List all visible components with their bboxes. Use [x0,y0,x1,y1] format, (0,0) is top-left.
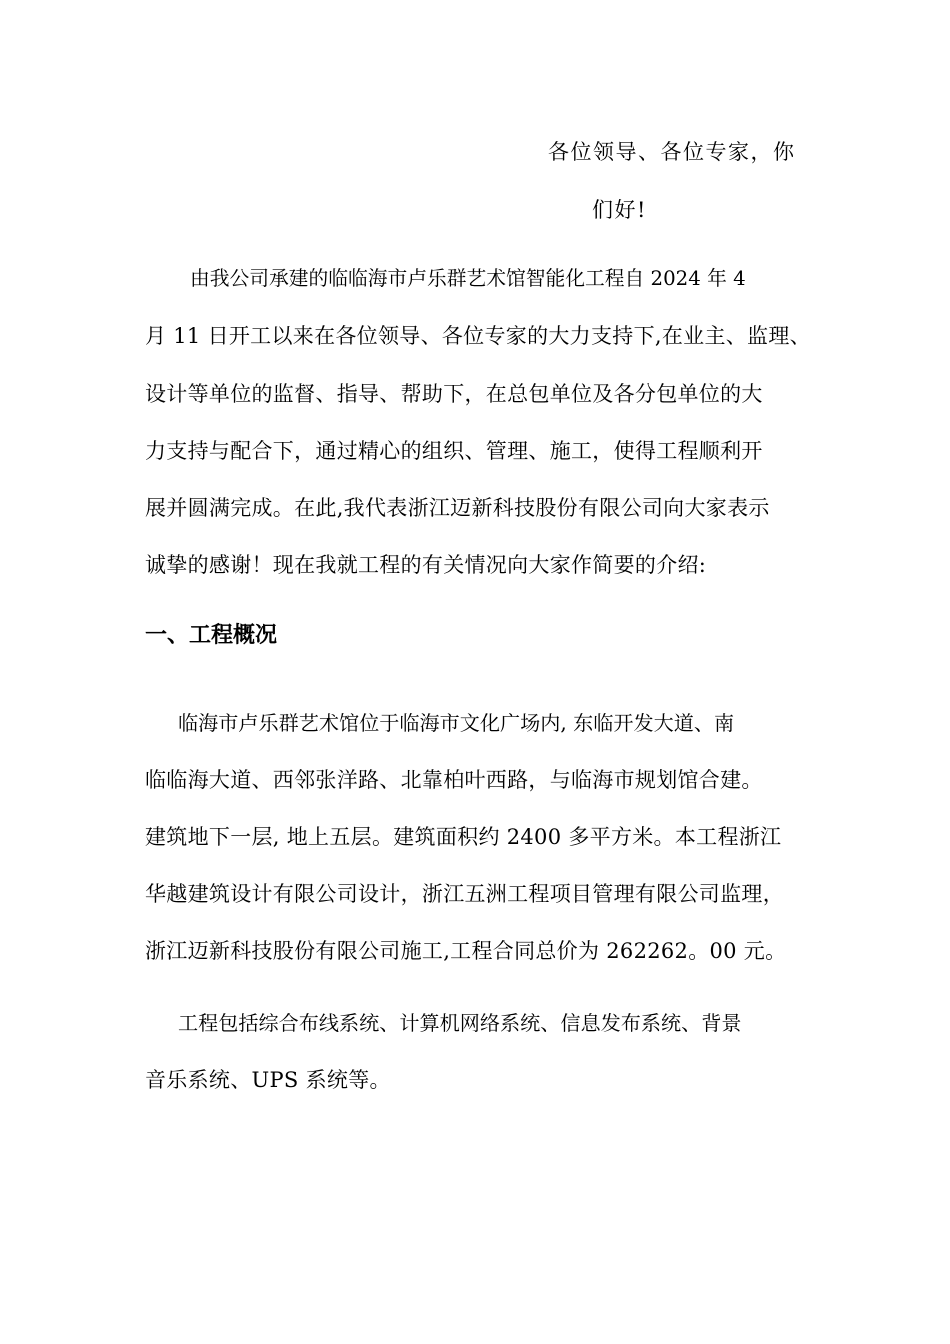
overview-line-5: 浙江迈新科技股份有限公司施工,工程合同总价为 262262。00 元。 [145,939,787,963]
greeting-line-2: 们好! [592,198,647,222]
intro-line-4: 力支持与配合下，通过精心的组织、管理、施工，使得工程顺利开 [145,439,763,463]
intro-line-1: 由我公司承建的临临海市卢乐群艺术馆智能化工程自 2024 年 4 [190,267,746,290]
scope-line-2: 音乐系统、UPS 系统等。 [145,1068,391,1092]
section-heading: 一、工程概况 [145,623,278,648]
intro-line-3: 设计等单位的监督、指导、帮助下，在总包单位及各分包单位的大 [145,382,763,406]
overview-line-3: 建筑地下一层, 地上五层。建筑面积约 2400 多平方米。本工程浙江 [145,825,782,849]
overview-line-1: 临海市卢乐群艺术馆位于临海市文化广场内, 东临开发大道、南 [178,711,735,735]
intro-line-2: 月 11 日开工以来在各位领导、各位专家的大力支持下,在业主、监理、 [145,324,811,348]
intro-line-5: 展并圆满完成。在此,我代表浙江迈新科技股份有限公司向大家表示 [145,496,770,520]
intro-line-6: 诚挚的感谢！现在我就工程的有关情况向大家作简要的介绍: [145,553,707,577]
greeting-line-1: 各位领导、各位专家，你 [548,140,796,164]
scope-line-1: 工程包括综合布线系统、计算机网络系统、信息发布系统、背景 [178,1011,742,1035]
overview-line-4: 华越建筑设计有限公司设计，浙江五洲工程项目管理有限公司监理， [145,882,784,906]
overview-line-2: 临临海大道、西邻张洋路、北靠柏叶西路，与临海市规划馆合建。 [145,768,763,792]
